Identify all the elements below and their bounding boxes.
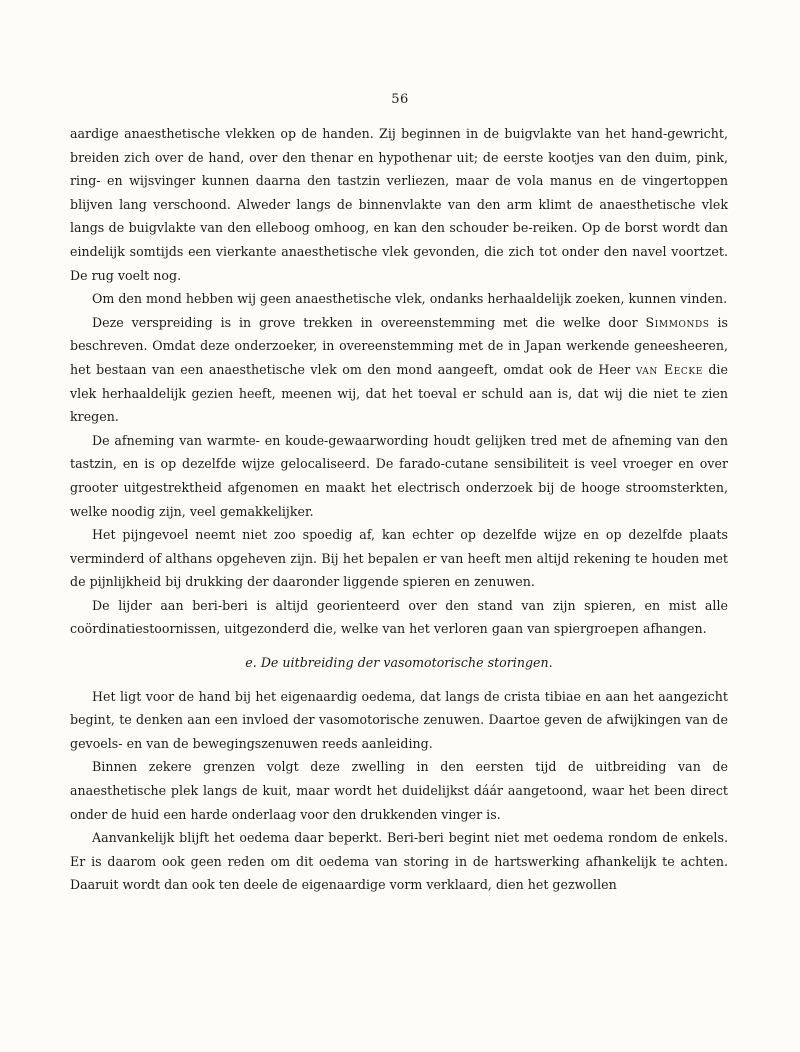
paragraph-8: Binnen zekere grenzen volgt deze zwelling in den eersten tijd de uitbreiding van de anaesthetische plek langs de kuit, maar wordt het duidelijkst dáár aangetoond, waar het been direct onder de huid een harde onderlaag voor den drukkenden vinger is.	[70, 759, 728, 822]
author-name-van-eecke: van Eecke	[635, 361, 703, 377]
body-text	[70, 122, 728, 897]
paragraph-6: De lijder aan beri-beri is altijd georienteerd over den stand van zijn spieren, en mist alle coördinatiestoornissen, uitgezonderd die, welke van het verloren gaan van spiergroepen afhangen.	[70, 597, 728, 637]
paragraph-3	[70, 311, 728, 429]
paragraph-3-text-c: die vlek herhaaldelijk gezien heeft, meenen wij, dat het toeval er schuld aan is, dat wij die niet te zien kregen.	[70, 361, 728, 425]
paragraph-3-text-a: Deze verspreiding is in grove trekken in overeenstemming met die welke door	[92, 314, 646, 330]
author-name-simmonds: Simmonds	[645, 314, 710, 330]
paragraph-2: Om den mond hebben wij geen anaesthetische vlek, ondanks herhaaldelijk zoeken, kunnen vinden.	[92, 291, 728, 307]
page-number: 56	[391, 92, 409, 107]
paragraph-3-text-b: is beschreven. Omdat deze onderzoeker, in overeenstemming met de in Japan werkende geneesheeren, het bestaan van een anaesthetische vlek om den mond aangeeft, omdat ook de Heer	[70, 314, 728, 377]
paragraph-7: Het ligt voor de hand bij het eigenaardig oedema, dat langs de crista tibiae en aan het aangezicht begint, te denken aan een invloed der vasomotorische zenuwen. Daartoe geven de afwijkingen van de gevoels- en van de bewegingszenuwen reeds aanleiding.	[70, 688, 728, 751]
paragraph-5: Het pijngevoel neemt niet zoo spoedig af, kan echter op dezelfde wijze en op dezelfde plaats verminderd of althans opgeheven zijn. Bij het bepalen er van heeft men altijd rekening te houden met de pijnlijkheid bij drukking der daaronder liggende spieren en zenuwen.	[70, 527, 728, 590]
paragraph-1: aardige anaesthetische vlekken op de handen. Zij beginnen in de buigvlakte van het hand-gewricht, breiden zich over de hand, over den thenar en hypothenar uit; de eerste kootjes van den duim, pink, ring- en wijsvinger kunnen daarna den tastzin verliezen, maar de vola manus en de vingertoppen blijven lang verschoond. Alweder langs de binnenvlakte van den arm klimt de anaesthetische vlek langs de buigvlakte van den elleboog omhoog, en kan den schouder be-reiken. Op de borst wordt dan eindelijk somtijds een vierkante anaesthetische vlek gevonden, die zich tot onder den navel voortzet. De rug voelt nog.	[70, 126, 728, 283]
paragraph-9: Aanvankelijk blijft het oedema daar beperkt. Beri-beri begint niet met oedema rondom de enkels. Er is daarom ook geen reden om dit oedema van storing in de hartswerking afhankelijk te achten. Daaruit wordt dan ook ten deele de eigenaardige vorm verklaard, dien het gezwollen	[70, 830, 728, 893]
paragraph-4: De afneming van warmte- en koude-gewaarwording houdt gelijken tred met de afneming van den tastzin, en is op dezelfde wijze gelocaliseerd. De farado-cutane sensibiliteit is veel vroeger en over grooter uitgestrektheid afgenomen en maakt het electrisch onderzoek bij de hooge stroomsterkten, welke noodig zijn, veel gemakkelijker.	[70, 432, 728, 519]
section-heading: e. De uitbreiding der vasomotorische storingen.	[245, 655, 553, 671]
